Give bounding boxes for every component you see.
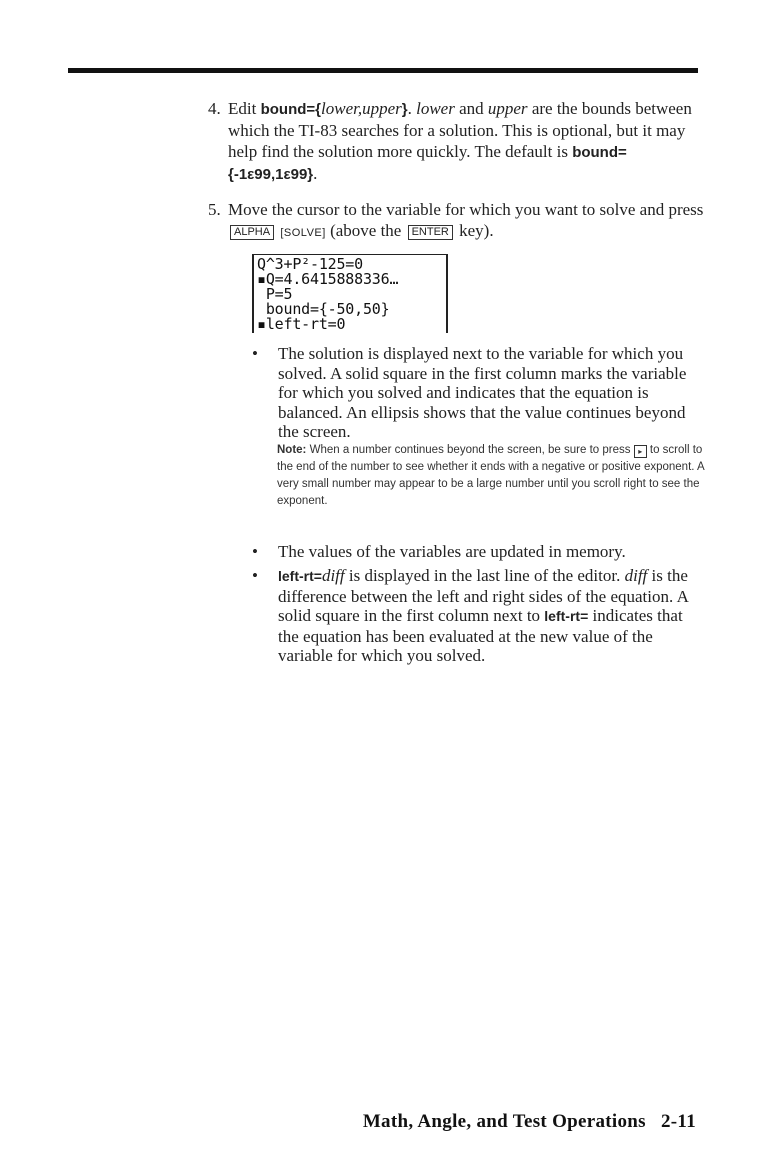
screen-line: P=5 bbox=[257, 285, 293, 303]
bullet-text: The solution is displayed next to the variable for which you solved. A solid square in the first column marks the variable for which you solved and indicates that the equation is balanced. An ellipsis shows that the value continues beyond the screen. bbox=[278, 344, 687, 441]
enter-key: ENTER bbox=[408, 225, 453, 240]
italic-text: upper bbox=[487, 99, 528, 118]
screen-line: ▪left-rt=0 bbox=[257, 315, 346, 333]
bullet-dot: • bbox=[252, 344, 258, 363]
code-text: } bbox=[401, 101, 408, 118]
note-text: When a number continues beyond the screen, be sure to press bbox=[306, 444, 634, 456]
bullet-text: The values of the variables are updated in memory. bbox=[278, 542, 626, 561]
note-text: to scroll to the end of the number to see whether it ends with a negative or positive exponent. A very small number may appear to be a large number until you scroll right to see the exponent. bbox=[277, 444, 705, 507]
screen-line: ▪Q=4.6415888336… bbox=[257, 270, 399, 288]
bullet-solution bbox=[252, 344, 702, 442]
code-text: bound={ bbox=[260, 101, 322, 118]
italic-text: lower,upper bbox=[321, 99, 402, 118]
calculator-screen bbox=[252, 254, 448, 333]
screen-line: Q^3+P²-125=0 bbox=[257, 255, 363, 273]
text: and bbox=[454, 99, 488, 118]
solve-key: [SOLVE] bbox=[280, 227, 326, 239]
step-5 bbox=[208, 199, 708, 244]
screen-line: bound={-50,50} bbox=[257, 300, 390, 318]
page-footer: Math, Angle, and Test Operations 2-11 bbox=[362, 1111, 696, 1132]
text: . bbox=[313, 164, 318, 183]
bullet-text bbox=[278, 566, 702, 666]
step-number: 4. bbox=[208, 99, 221, 118]
step-4 bbox=[208, 98, 708, 185]
text: (above the bbox=[325, 221, 406, 240]
bullet-dot: • bbox=[252, 566, 258, 585]
bullet-left-rt bbox=[252, 566, 702, 666]
text: is the difference between the left and right sides of the equation. A solid square in the first column next to bbox=[278, 566, 688, 625]
text: Move the cursor to the variable for which you want to solve and press bbox=[228, 200, 704, 219]
step-number: 5. bbox=[208, 200, 221, 219]
italic-text: diff bbox=[624, 566, 648, 585]
italic-text: diff bbox=[321, 566, 345, 585]
note bbox=[277, 442, 707, 510]
text: Edit bbox=[228, 99, 261, 118]
text: key). bbox=[454, 221, 494, 240]
code-text: bound={-1ε99,1ε99} bbox=[228, 144, 627, 183]
text: indicates that the equation has been evaluated at the new value of the variable for which you solved. bbox=[278, 606, 683, 665]
text: . bbox=[407, 99, 417, 118]
code-text: left-rt= bbox=[278, 568, 322, 584]
text: is displayed in the last line of the editor. bbox=[344, 566, 625, 585]
note-label: Note: bbox=[277, 444, 307, 456]
text: are the bounds between which the TI-83 searches for a solution. This is optional, but it may help find the solution more quickly. The default is bbox=[228, 99, 692, 161]
bullet-dot: • bbox=[252, 542, 258, 561]
alpha-key: ALPHA bbox=[230, 225, 274, 240]
right-arrow-key-icon: ▸ bbox=[634, 445, 647, 458]
code-text: left-rt= bbox=[544, 608, 589, 624]
bullet-values-updated bbox=[252, 542, 702, 562]
italic-text: lower bbox=[416, 99, 455, 118]
top-rule bbox=[68, 68, 698, 73]
